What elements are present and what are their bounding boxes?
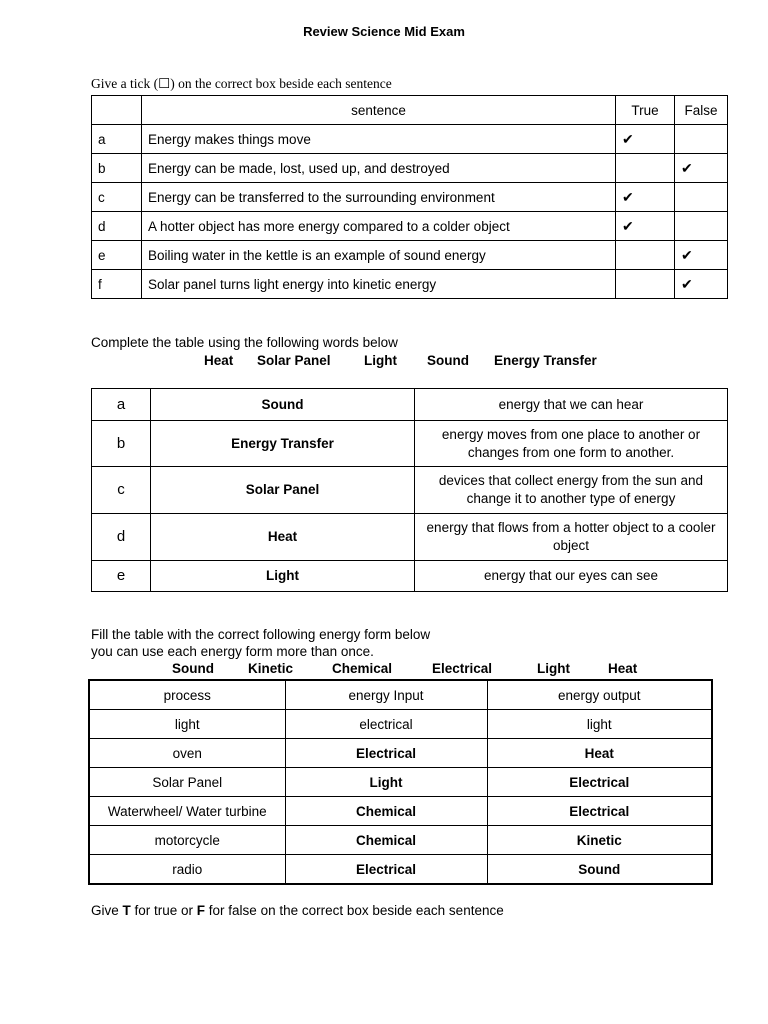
output-cell: Heat bbox=[487, 739, 712, 768]
section1-instruction: Give a tick (☐) on the correct box beside each sentence bbox=[91, 76, 392, 91]
word-bank-item: Light bbox=[364, 353, 397, 368]
header-cell bbox=[92, 96, 142, 125]
sentence-cell: A hotter object has more energy compared to a colder object bbox=[142, 212, 616, 241]
output-cell: light bbox=[487, 710, 712, 739]
header-cell: energy Input bbox=[285, 680, 487, 710]
table-row bbox=[89, 768, 712, 797]
definition-cell: devices that collect energy from the sun and change it to another type of energy bbox=[415, 467, 728, 514]
row-letter: e bbox=[92, 561, 151, 592]
true-check-icon bbox=[616, 241, 675, 270]
input-cell: Electrical bbox=[285, 855, 487, 885]
table-row bbox=[89, 710, 712, 739]
true-check-icon: ✔ bbox=[616, 212, 675, 241]
row-letter: c bbox=[92, 183, 142, 212]
header-cell: False bbox=[675, 96, 728, 125]
answer-cell: Solar Panel bbox=[151, 467, 415, 514]
table-row bbox=[92, 467, 728, 514]
true-check-icon: ✔ bbox=[616, 183, 675, 212]
word-bank-item: Sound bbox=[172, 661, 214, 676]
section3-instruction-line1: Fill the table with the correct following energy form below bbox=[91, 627, 431, 642]
table-row bbox=[89, 797, 712, 826]
word-bank-item: Energy Transfer bbox=[494, 353, 597, 368]
table-row bbox=[92, 241, 728, 270]
false-check-icon bbox=[675, 183, 728, 212]
definition-cell: energy moves from one place to another or changes from one form to another. bbox=[415, 421, 728, 467]
page-title: Review Science Mid Exam bbox=[303, 24, 465, 39]
word-bank-item: Sound bbox=[427, 353, 469, 368]
true-check-icon bbox=[616, 154, 675, 183]
output-cell: Sound bbox=[487, 855, 712, 885]
row-letter: b bbox=[92, 154, 142, 183]
section3-instruction-line2: you can use each energy form more than once. bbox=[91, 644, 374, 659]
definition-cell: energy that our eyes can see bbox=[415, 561, 728, 592]
table-row bbox=[89, 739, 712, 768]
answer-cell: Sound bbox=[151, 389, 415, 421]
word-bank-item: Heat bbox=[204, 353, 234, 368]
answer-cell: Energy Transfer bbox=[151, 421, 415, 467]
sentence-cell: Energy makes things move bbox=[142, 125, 616, 154]
word-bank-item: Solar Panel bbox=[257, 353, 331, 368]
row-letter: b bbox=[92, 421, 151, 467]
word-bank-item: Kinetic bbox=[248, 661, 294, 676]
section3-word-bank bbox=[0, 661, 768, 679]
process-cell: motorcycle bbox=[89, 826, 285, 855]
section2-instruction: Complete the table using the following words below bbox=[91, 335, 398, 350]
table-row bbox=[92, 154, 728, 183]
table-row bbox=[92, 125, 728, 154]
row-letter: a bbox=[92, 389, 151, 421]
word-definition-table bbox=[91, 388, 728, 592]
row-letter: f bbox=[92, 270, 142, 299]
row-letter: d bbox=[92, 514, 151, 561]
false-letter: F bbox=[196, 903, 206, 918]
table-row bbox=[92, 514, 728, 561]
true-letter: T bbox=[122, 903, 131, 918]
section2-word-bank bbox=[0, 353, 768, 371]
word-bank-item: Light bbox=[537, 661, 570, 676]
process-cell: Waterwheel/ Water turbine bbox=[89, 797, 285, 826]
definition-cell: energy that flows from a hotter object to a cooler object bbox=[415, 514, 728, 561]
table-header-row bbox=[92, 96, 728, 125]
table-row bbox=[92, 183, 728, 212]
header-cell: energy output bbox=[487, 680, 712, 710]
false-check-icon bbox=[675, 212, 728, 241]
table-header-row bbox=[89, 680, 712, 710]
false-check-icon: ✔ bbox=[675, 241, 728, 270]
instruction-text: Give bbox=[91, 903, 123, 918]
process-cell: oven bbox=[89, 739, 285, 768]
instruction-text: for false on the correct box beside each sentence bbox=[205, 903, 504, 918]
table-row bbox=[89, 826, 712, 855]
sentence-cell: Solar panel turns light energy into kinetic energy bbox=[142, 270, 616, 299]
table-row bbox=[89, 855, 712, 885]
definition-cell: energy that we can hear bbox=[415, 389, 728, 421]
energy-form-table bbox=[88, 679, 713, 885]
row-letter: a bbox=[92, 125, 142, 154]
answer-cell: Heat bbox=[151, 514, 415, 561]
word-bank-item: Heat bbox=[608, 661, 638, 676]
input-cell: Electrical bbox=[285, 739, 487, 768]
row-letter: c bbox=[92, 467, 151, 514]
input-cell: electrical bbox=[285, 710, 487, 739]
true-check-icon bbox=[616, 270, 675, 299]
header-cell: True bbox=[616, 96, 675, 125]
row-letter: e bbox=[92, 241, 142, 270]
input-cell: Chemical bbox=[285, 797, 487, 826]
process-cell: light bbox=[89, 710, 285, 739]
output-cell: Electrical bbox=[487, 797, 712, 826]
false-check-icon: ✔ bbox=[675, 270, 728, 299]
header-cell: sentence bbox=[142, 96, 616, 125]
word-bank-item: Chemical bbox=[332, 661, 393, 676]
table-row bbox=[92, 421, 728, 467]
process-cell: radio bbox=[89, 855, 285, 885]
section4-instruction bbox=[91, 903, 504, 918]
input-cell: Chemical bbox=[285, 826, 487, 855]
answer-cell: Light bbox=[151, 561, 415, 592]
row-letter: d bbox=[92, 212, 142, 241]
table-row bbox=[92, 270, 728, 299]
table-row bbox=[92, 561, 728, 592]
table-row bbox=[92, 212, 728, 241]
output-cell: Electrical bbox=[487, 768, 712, 797]
true-check-icon: ✔ bbox=[616, 125, 675, 154]
sentence-cell: Energy can be made, lost, used up, and destroyed bbox=[142, 154, 616, 183]
instruction-text: for true or bbox=[130, 903, 197, 918]
word-bank-item: Electrical bbox=[432, 661, 493, 676]
table-row bbox=[92, 389, 728, 421]
input-cell: Light bbox=[285, 768, 487, 797]
true-false-table bbox=[91, 95, 728, 299]
false-check-icon: ✔ bbox=[675, 154, 728, 183]
sentence-cell: Energy can be transferred to the surrounding environment bbox=[142, 183, 616, 212]
false-check-icon bbox=[675, 125, 728, 154]
sentence-cell: Boiling water in the kettle is an example of sound energy bbox=[142, 241, 616, 270]
header-cell: process bbox=[89, 680, 285, 710]
output-cell: Kinetic bbox=[487, 826, 712, 855]
process-cell: Solar Panel bbox=[89, 768, 285, 797]
